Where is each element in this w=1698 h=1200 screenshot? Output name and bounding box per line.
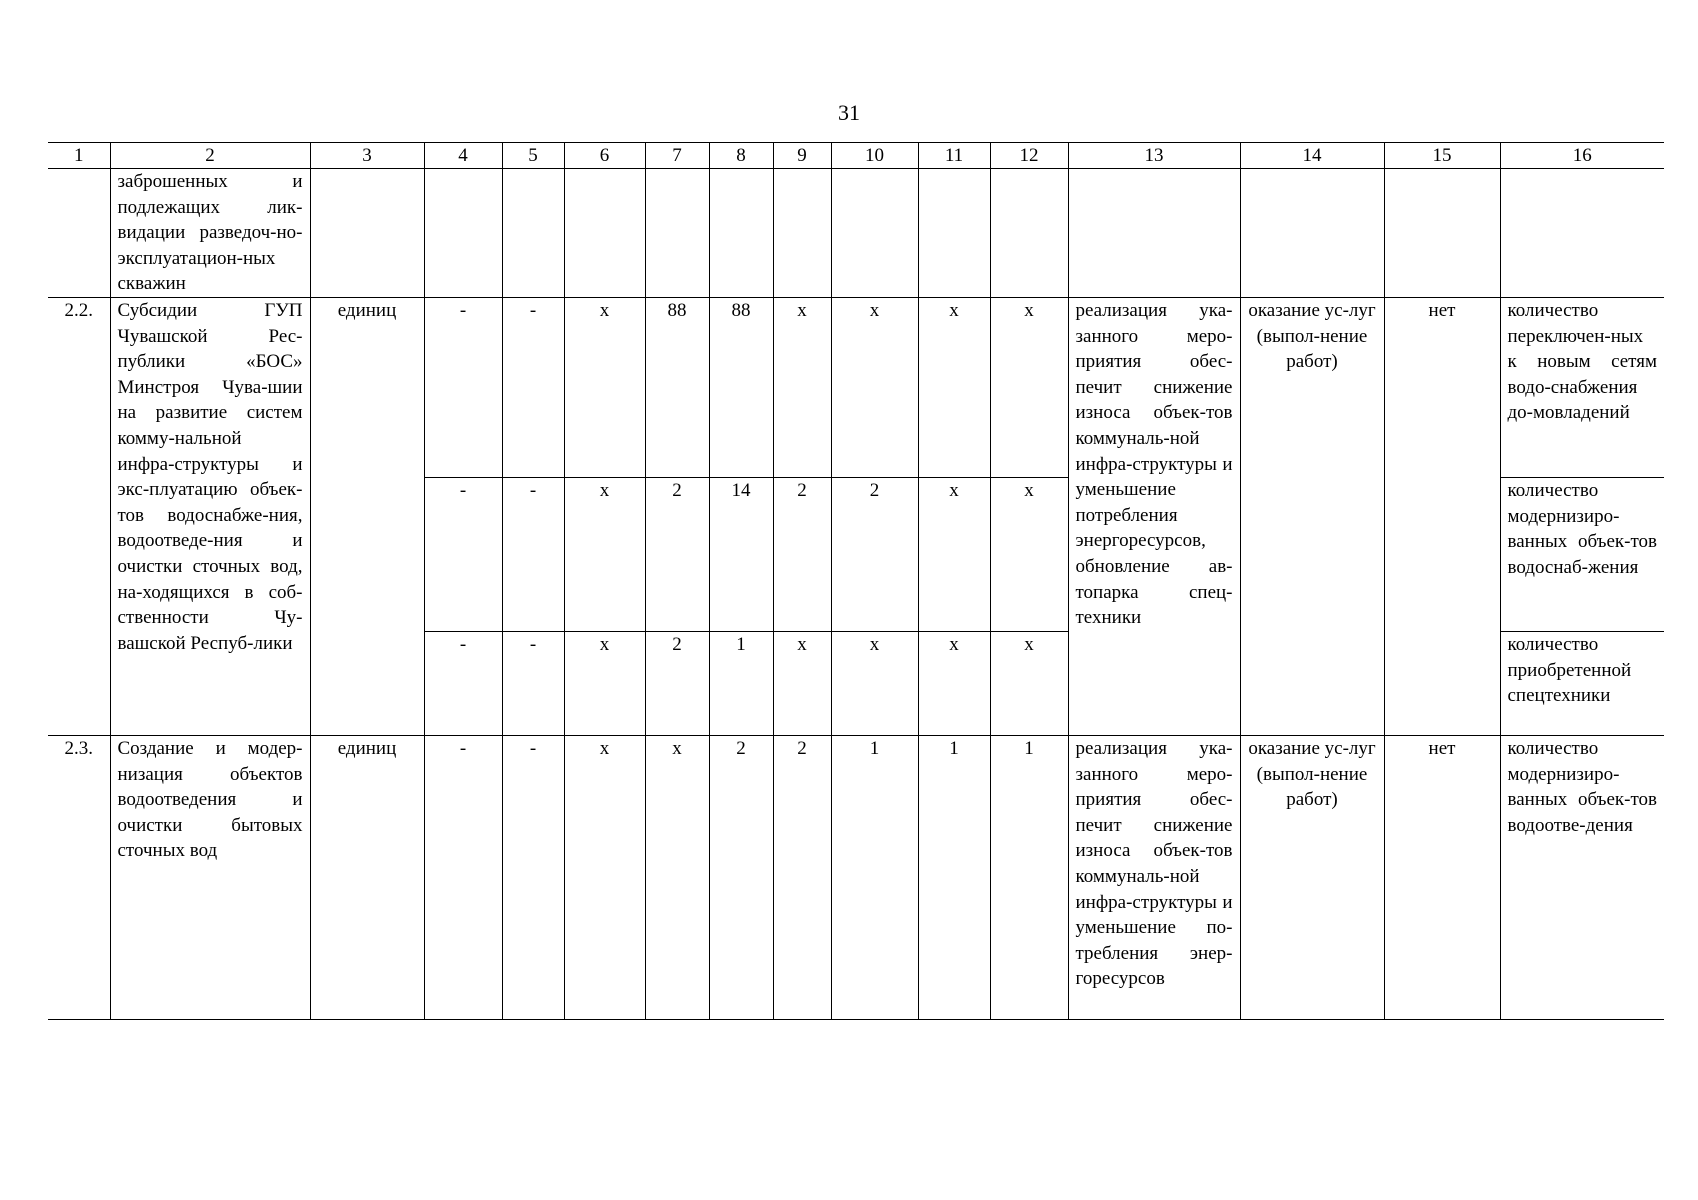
row-number: 2.2. <box>48 297 110 735</box>
empty-cell <box>709 169 773 298</box>
value-cell: 1 <box>709 631 773 735</box>
value-cell: 2 <box>645 477 709 631</box>
value-cell: х <box>645 735 709 1019</box>
empty-cell <box>645 169 709 298</box>
value-cell: 88 <box>645 297 709 477</box>
service-type: оказание ус-луг (выпол-нение работ) <box>1240 297 1384 735</box>
value-cell: 14 <box>709 477 773 631</box>
value-cell: - <box>424 477 502 631</box>
empty-cell <box>918 169 990 298</box>
value-cell: 2 <box>831 477 918 631</box>
value-cell: х <box>990 631 1068 735</box>
value-cell: х <box>990 297 1068 477</box>
value-cell: х <box>773 631 831 735</box>
indicator-cell: количество модернизиро-ванных объек-тов водоснаб-жения <box>1500 477 1664 631</box>
flag-cell: нет <box>1384 297 1500 735</box>
empty-cell <box>1384 169 1500 298</box>
empty-cell <box>1068 169 1240 298</box>
col-num-2: 2 <box>110 143 310 169</box>
value-cell: х <box>564 735 645 1019</box>
col-num-1: 1 <box>48 143 110 169</box>
empty-cell <box>310 169 424 298</box>
value-cell: х <box>990 477 1068 631</box>
col-num-5: 5 <box>502 143 564 169</box>
expected-result: реализация ука-занного меро-приятия обес-печит снижение износа объек-тов коммуналь-ной инфра-структуры и уменьшение по-требления энер-горесурсов <box>1068 735 1240 1019</box>
col-num-16: 16 <box>1500 143 1664 169</box>
value-cell: 1 <box>918 735 990 1019</box>
value-cell: 88 <box>709 297 773 477</box>
empty-cell <box>990 169 1068 298</box>
value-cell: х <box>564 631 645 735</box>
value-cell: х <box>918 297 990 477</box>
value-cell: х <box>564 477 645 631</box>
col-num-6: 6 <box>564 143 645 169</box>
value-cell: 2 <box>645 631 709 735</box>
row-number: 2.3. <box>48 735 110 1019</box>
col-num-11: 11 <box>918 143 990 169</box>
empty-cell <box>831 169 918 298</box>
value-cell: - <box>502 735 564 1019</box>
value-cell: 1 <box>831 735 918 1019</box>
continuation-num-cell <box>48 169 110 298</box>
empty-cell <box>424 169 502 298</box>
value-cell: - <box>424 631 502 735</box>
value-cell: х <box>773 297 831 477</box>
value-cell: - <box>424 735 502 1019</box>
empty-cell <box>564 169 645 298</box>
col-num-3: 3 <box>310 143 424 169</box>
col-num-9: 9 <box>773 143 831 169</box>
col-num-7: 7 <box>645 143 709 169</box>
continuation-name: заброшенных и подлежащих лик-видации разведоч-но-эксплуатацион-ных скважин <box>110 169 310 298</box>
program-table <box>48 142 1664 1020</box>
service-type: оказание ус-луг (выпол-нение работ) <box>1240 735 1384 1019</box>
col-num-10: 10 <box>831 143 918 169</box>
table-row <box>48 735 1664 1019</box>
empty-cell <box>502 169 564 298</box>
col-num-4: 4 <box>424 143 502 169</box>
value-cell: 2 <box>773 477 831 631</box>
col-num-12: 12 <box>990 143 1068 169</box>
empty-cell <box>773 169 831 298</box>
value-cell: х <box>831 631 918 735</box>
measure-name: Субсидии ГУП Чувашской Рес-публики «БОС» Минстроя Чува-шии на развитие систем комму-нальной инфра-структуры и экс-плуатацию объек-тов водоснабже-ния, водоотведе-ния и очистки сточных вод, на-ходящихся в соб-ственности Чу-вашской Респуб-лики <box>110 297 310 735</box>
indicator-cell: количество модернизиро-ванных объек-тов водоотве-дения <box>1500 735 1664 1019</box>
indicator-cell: количество переключен-ных к новым сетям водо-снабжения до-мовладений <box>1500 297 1664 477</box>
value-cell: - <box>502 631 564 735</box>
col-num-14: 14 <box>1240 143 1384 169</box>
flag-cell: нет <box>1384 735 1500 1019</box>
value-cell: - <box>424 297 502 477</box>
value-cell: 2 <box>709 735 773 1019</box>
measure-name: Создание и модер-низация объектов водоотведения и очистки бытовых сточных вод <box>110 735 310 1019</box>
table-row <box>48 297 1664 477</box>
page-number: 31 <box>838 100 860 125</box>
expected-result: реализация ука-занного меро-приятия обес-печит снижение износа объек-тов коммуналь-ной инфра-структуры и уменьшение потребления энергоресурсов, обновление ав-топарка спец-техники <box>1068 297 1240 735</box>
value-cell: 1 <box>990 735 1068 1019</box>
col-num-15: 15 <box>1384 143 1500 169</box>
unit-cell: единиц <box>310 297 424 735</box>
indicator-cell: количество приобретенной спецтехники <box>1500 631 1664 735</box>
value-cell: х <box>918 477 990 631</box>
empty-cell <box>1240 169 1384 298</box>
col-num-13: 13 <box>1068 143 1240 169</box>
column-number-row <box>48 143 1664 169</box>
value-cell: - <box>502 477 564 631</box>
value-cell: х <box>831 297 918 477</box>
value-cell: - <box>502 297 564 477</box>
continuation-row <box>48 169 1664 298</box>
value-cell: х <box>918 631 990 735</box>
empty-cell <box>1500 169 1664 298</box>
value-cell: х <box>564 297 645 477</box>
unit-cell: единиц <box>310 735 424 1019</box>
col-num-8: 8 <box>709 143 773 169</box>
value-cell: 2 <box>773 735 831 1019</box>
